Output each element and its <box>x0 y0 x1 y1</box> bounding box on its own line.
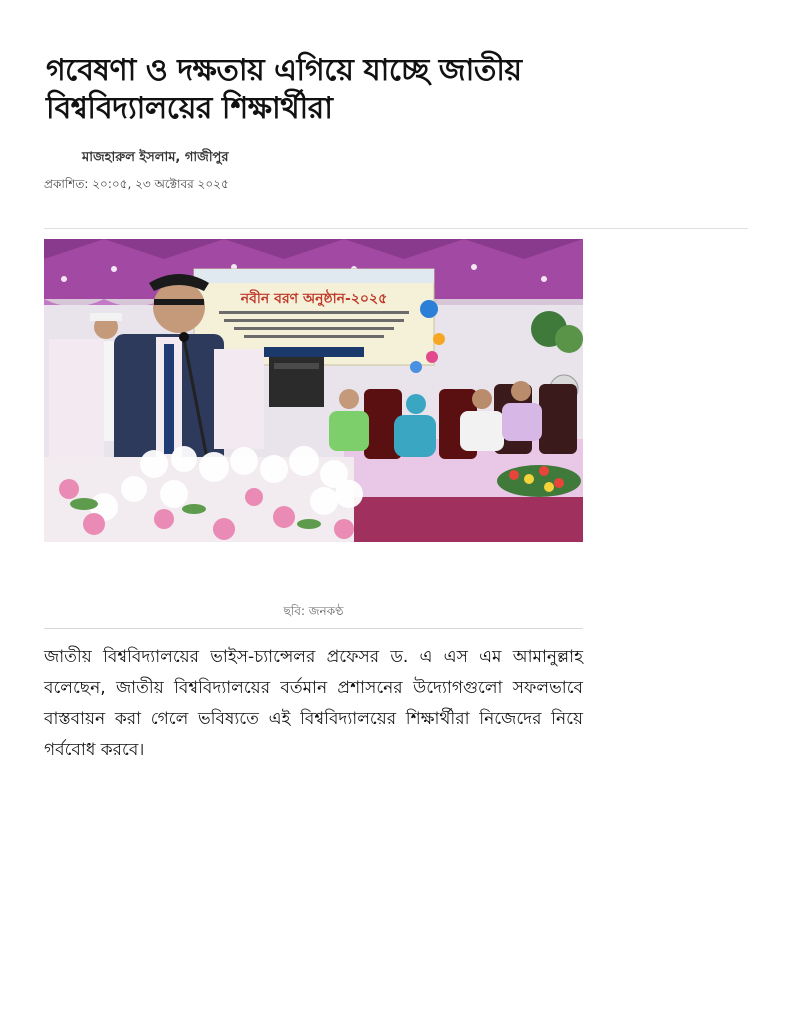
article-body: জাতীয় বিশ্ববিদ্যালয়ের ভাইস-চ্যান্সেলর প্রফেসর ড. এ এস এম আমানুল্লাহ বলেছেন, জাতীয় বিশ্ববিদ্যালয়ের বর্তমান প্রশাসনের উদ্যোগগুলো সফলভাবে বাস্তবায়ন করা গেলে ভবিষ্যতে এই বিশ্ববিদ্যালয়ের শিক্ষার্থীরা নিজেদের নিয়ে গর্ববোধ করবে। <box>44 647 583 760</box>
photo-caption: ছবি: জনকণ্ঠ <box>283 604 344 618</box>
byline <box>58 147 229 169</box>
person-icon <box>58 150 74 166</box>
author-name[interactable]: মাজহারুল ইসলাম, গাজীপুর <box>82 149 229 165</box>
caption-divider <box>44 628 583 629</box>
banner-title: নবীন বরণ অনুষ্ঠান-২০২৫ <box>240 291 388 307</box>
published-timestamp: প্রকাশিত: ২০:০৫, ২৩ অক্টোবর ২০২৫ <box>44 177 229 191</box>
article-headline: গবেষণা ও দক্ষতায় এগিয়ে যাচ্ছে জাতীয় বিশ্ববিদ্যালয়ের শিক্ষার্থীরা <box>46 53 522 126</box>
header-divider <box>44 228 748 229</box>
article-photo[interactable] <box>44 239 583 542</box>
